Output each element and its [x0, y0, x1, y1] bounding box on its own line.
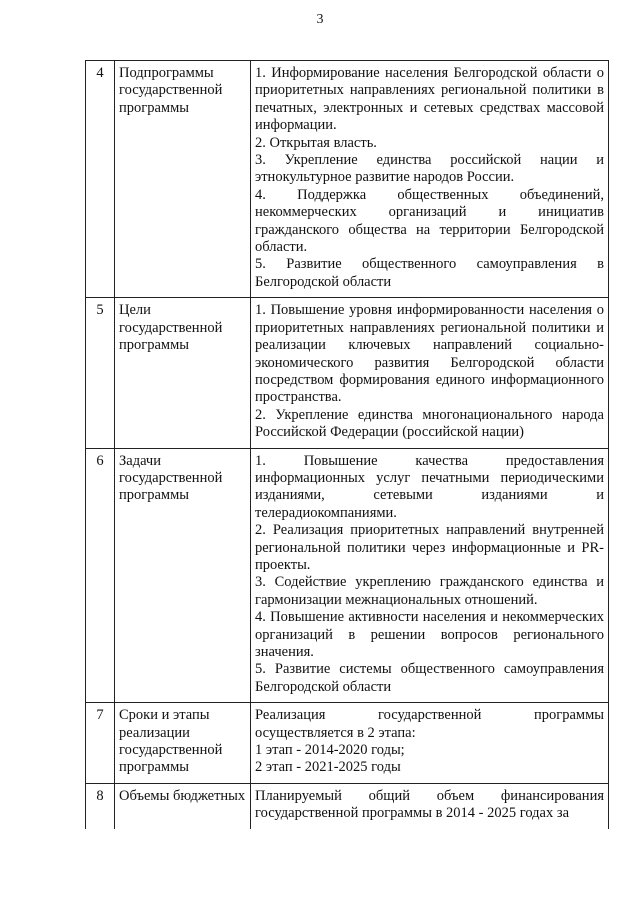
row-title: Объемы бюджетных — [115, 783, 251, 828]
content-item: Планируемый общий объем финансирования государственной программы в 2014 - 2025 годах за — [255, 787, 604, 822]
row-number: 8 — [86, 783, 115, 828]
table-row-4 — [86, 61, 609, 298]
row-content — [251, 298, 609, 448]
content-item: 3. Содействие укреплению гражданского единства и гармонизации межнациональных отношений. — [255, 574, 604, 608]
content-item: 4. Повышение активности населения и некоммерческих организаций в решении вопросов регионального значения. — [255, 609, 604, 660]
row-number: 6 — [86, 448, 115, 703]
row-title: Задачи государственной программы — [115, 448, 251, 703]
content-item: 1. Информирование населения Белгородской области о приоритетных направлениях региональной политики в печатных, электронных и сетевых средствах массовой информации. — [255, 65, 604, 134]
table-row-6 — [86, 448, 609, 703]
content-item: 2. Укрепление единства многонационального народа Российской Федерации (российской нации) — [255, 406, 604, 441]
row-content — [251, 783, 609, 828]
table-row-8 — [86, 783, 609, 828]
program-passport-table — [85, 60, 609, 829]
content-item: 2. Реализация приоритетных направлений внутренней региональной политики через информационные и PR-проекты. — [255, 522, 604, 573]
row-content — [251, 703, 609, 784]
row-content — [251, 448, 609, 703]
content-item: 3. Укрепление единства российской нации и этнокультурное развитие народов России. — [255, 152, 604, 186]
content-item: 2 этап - 2021-2025 годы — [255, 759, 401, 776]
content-item: 5. Развитие системы общественного самоуправления Белгородской области — [255, 661, 604, 695]
content-item: 1. Повышение уровня информированности населения о приоритетных направлениях региональной политики и реализации ключевых направлений социально-экономического развития Белгородской области посредством формирования единого информационного пространства. — [255, 302, 604, 406]
content-item: 1 этап - 2014-2020 годы; — [255, 742, 405, 759]
content-item: 1. Повышение качества предоставления информационных услуг печатными периодическими изданиями, сетевыми изданиями и телерадиокомпаниями. — [255, 452, 604, 521]
page-number: 3 — [316, 12, 324, 27]
row-title: Цели государственной программы — [115, 298, 251, 448]
content-item: 5. Развитие общественного самоуправления в Белгородской области — [255, 256, 604, 290]
table-row-7 — [86, 703, 609, 784]
row-number: 7 — [86, 703, 115, 784]
row-title: Сроки и этапы реализации государственной программы — [115, 703, 251, 784]
row-title: Подпрограммы государственной программы — [115, 61, 251, 298]
row-number: 5 — [86, 298, 115, 448]
row-content — [251, 61, 609, 298]
content-item: 2. Открытая власть. — [255, 134, 377, 151]
content-item: 4. Поддержка общественных объединений, некоммерческих организаций и инициатив гражданского общества на территории Белгородской области. — [255, 186, 604, 256]
table-row-5 — [86, 298, 609, 448]
content-item: Реализация государственной программы осуществляется в 2 этапа: — [255, 707, 604, 741]
row-number: 4 — [86, 61, 115, 298]
